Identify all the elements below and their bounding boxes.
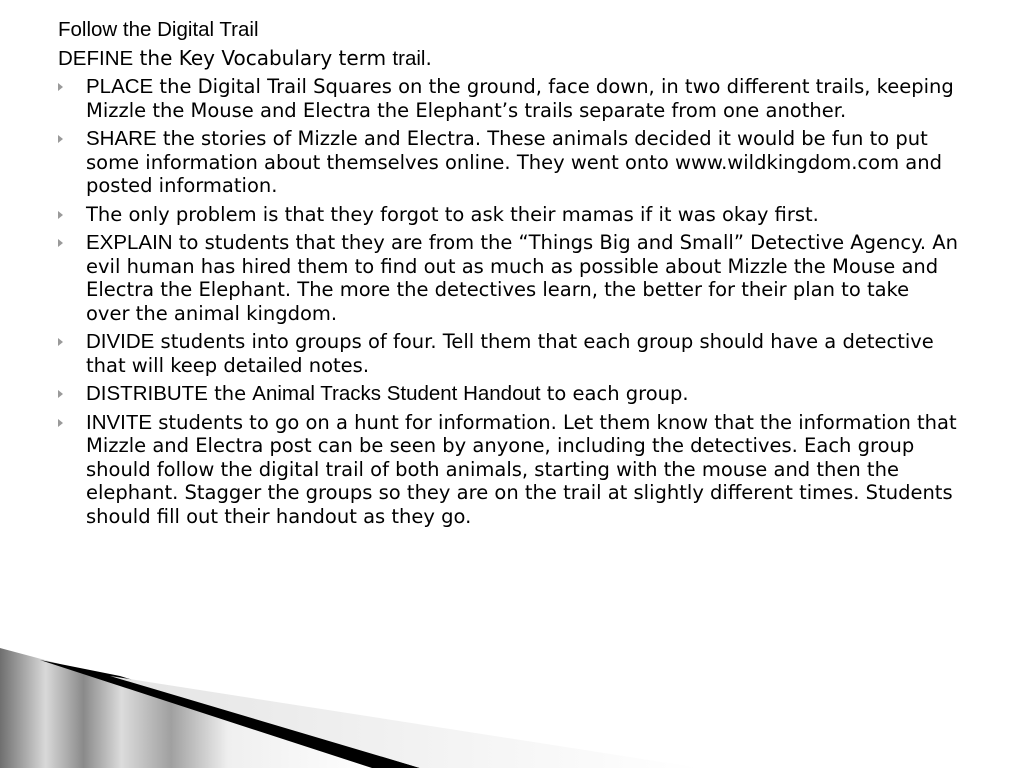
define-end: . [425,46,432,70]
bullet-item-distribute [58,382,958,406]
slide-title [58,16,958,44]
bullet-list [58,75,958,528]
slide-content [58,16,958,533]
define-line [58,44,958,73]
slide-title-text: Follow the Digital Trail [58,18,259,41]
bullet-text: the stories of Mizzle and Electra. These animals decided it would be fun to put some information about themselves online. They went onto www.wildkingdom.com and posted information. [86,127,942,197]
bullet-item-problem [58,203,958,227]
triangle-right-icon [58,135,63,143]
bullet-item-explain [58,231,958,325]
bullet-text: students into groups of four. Tell them that each group should have a detective that will keep detailed notes. [86,330,934,377]
bullet-text: to students that they are from the “Things Big and Small” Detective Agency. An evil human has hired them to find out as much as possible about Mizzle the Mouse and Electra the Elephant. The more the detectives learn, the better for their plan to take over the animal kingdom. [86,231,958,325]
triangle-right-icon [58,390,63,398]
bullet-lead: SHARE [86,127,157,150]
triangle-right-icon [58,211,63,219]
bullet-text: the [207,382,253,405]
bullet-lead: DISTRIBUTE [86,382,208,405]
bullet-lead: EXPLAIN [86,231,173,254]
bullet-item-divide [58,330,958,377]
bullet-text: The only problem is that they forgot to ask their mamas if it was okay first. [86,202,819,226]
bullet-text-end: to each group. [540,382,689,405]
triangle-right-icon [58,83,63,91]
bullet-item-place [58,75,958,122]
triangle-right-icon [58,338,63,346]
bullet-text: the Digital Trail Squares on the ground, face down, in two different trails, keeping Mizzle the Mouse and Electra the Elephant’s trails separate from one another. [86,75,954,122]
bullet-handout-title: Animal Tracks Student Handout [252,382,541,405]
triangle-right-icon [58,419,63,427]
triangle-right-icon [58,239,63,247]
define-middle: the Key Vocabulary term [133,46,393,70]
define-verb: DEFINE [58,47,134,70]
define-term: trail [392,47,426,70]
bullet-lead: PLACE [86,75,154,98]
bullet-lead: DIVIDE [86,330,155,353]
decorative-swoosh [0,640,1024,768]
bullet-lead: INVITE [86,410,153,434]
bullet-item-share [58,127,958,198]
bullet-item-invite [58,411,958,529]
bullet-text: students to go on a hunt for information. Let them know that the information that Mizzle and Electra post can be seen by anyone, including the detectives. Each group should follow the digital trail of both animals, starting with the mouse and then the elephant. Stagger the groups so they are on the trail at slightly different times. Students should fill out their handout as they go. [86,410,957,528]
